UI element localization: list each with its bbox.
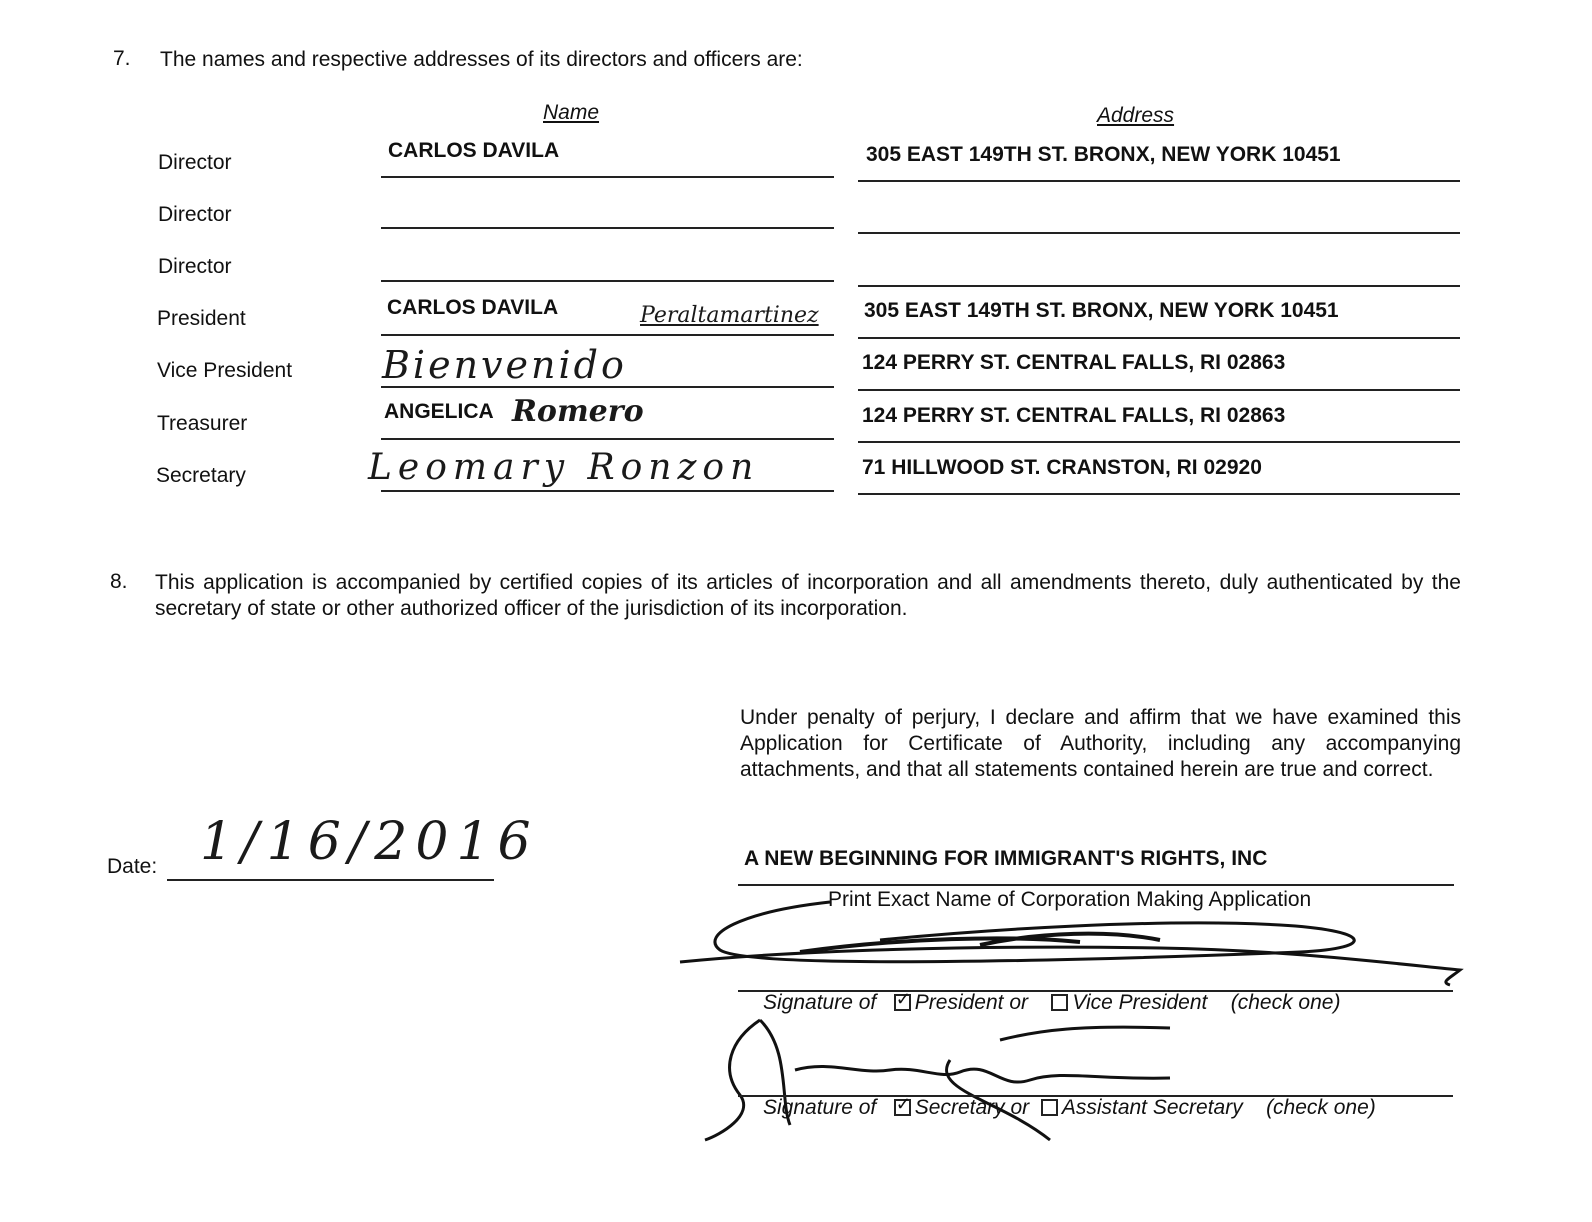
name-line [381, 280, 834, 282]
assistant-secretary-option-label: Assistant Secretary [1061, 1096, 1243, 1119]
vice-president-option-label: Vice President [1072, 991, 1208, 1014]
address-value: 305 EAST 149TH ST. BRONX, NEW YORK 10451 [866, 143, 1341, 166]
check-mark-icon: ✓ [895, 1094, 911, 1114]
secretary-option-label: Secretary or [914, 1096, 1030, 1119]
handwritten-name: Leomary Ronzon [368, 447, 760, 488]
address-line [858, 180, 1460, 182]
corporation-caption: Print Exact Name of Corporation Making Application [828, 888, 1312, 911]
check-one-note: (check one) [1230, 991, 1341, 1014]
name-line [381, 490, 834, 492]
item-7-number: 7. [113, 47, 131, 70]
address-value: 71 HILLWOOD ST. CRANSTON, RI 02920 [862, 456, 1262, 479]
name-line [381, 227, 834, 229]
item-7-text: The names and respective addresses of its directors and officers are: [160, 48, 803, 71]
signature-caption-2 [763, 1096, 1376, 1120]
name-line [381, 386, 834, 388]
role-label: Director [158, 151, 232, 174]
address-line [858, 389, 1460, 391]
address-column-header: Address [1097, 104, 1175, 127]
address-line [858, 493, 1460, 495]
name-line [381, 176, 834, 178]
name-value: CARLOS DAVILA [387, 296, 559, 319]
item-8-text: This application is accompanied by certified copies of its articles of incorporation and all amendments thereto, duly authenticated by the secretary of state or other authorized officer of the jurisdiction of its incorporation. [155, 571, 1461, 620]
role-label: Vice President [157, 359, 293, 382]
role-label: Director [158, 255, 232, 278]
president-signature [680, 890, 1470, 1000]
handwritten-name: Romero [512, 394, 644, 429]
role-label: President [157, 307, 246, 330]
handwritten-name: Bienvenido [382, 343, 627, 387]
address-value: 124 PERRY ST. CENTRAL FALLS, RI 02863 [862, 351, 1286, 374]
address-value: 305 EAST 149TH ST. BRONX, NEW YORK 10451 [864, 299, 1339, 322]
president-option-label: President or [914, 991, 1028, 1014]
role-label: Secretary [156, 464, 246, 487]
signature-prefix: Signature of [763, 1096, 877, 1119]
corporation-line [738, 884, 1454, 886]
name-column-header: Name [543, 101, 600, 124]
role-label: Treasurer [157, 412, 248, 435]
assistant-secretary-checkbox[interactable] [1041, 1099, 1058, 1116]
secretary-checkbox[interactable] [894, 1094, 911, 1116]
handwritten-name: Peraltamartinez [640, 303, 819, 328]
name-value: ANGELICA [384, 400, 494, 423]
address-line [858, 232, 1460, 234]
address-line [858, 285, 1460, 287]
corporation-name: A NEW BEGINNING FOR IMMIGRANT'S RIGHTS, INC [744, 847, 1268, 870]
check-mark-icon: ✓ [895, 989, 911, 1009]
name-line [381, 438, 834, 440]
check-one-note: (check one) [1266, 1096, 1376, 1119]
handwritten-date: 1/16/2016 [200, 812, 539, 872]
item-8-number: 8. [110, 570, 128, 593]
address-line [858, 441, 1460, 443]
signature-prefix: Signature of [763, 991, 877, 1014]
name-line [381, 334, 834, 336]
address-line [858, 337, 1460, 339]
date-line [167, 879, 494, 881]
name-value: CARLOS DAVILA [388, 139, 560, 162]
secretary-signature [700, 1000, 1180, 1150]
date-label: Date: [107, 855, 158, 878]
address-value: 124 PERRY ST. CENTRAL FALLS, RI 02863 [862, 404, 1286, 427]
perjury-declaration: Under penalty of perjury, I declare and affirm that we have examined this Application for Certificate of Authority, including any accompanying attachments, and that all statements contained herein are true and correct. [740, 706, 1461, 781]
role-label: Director [158, 203, 232, 226]
